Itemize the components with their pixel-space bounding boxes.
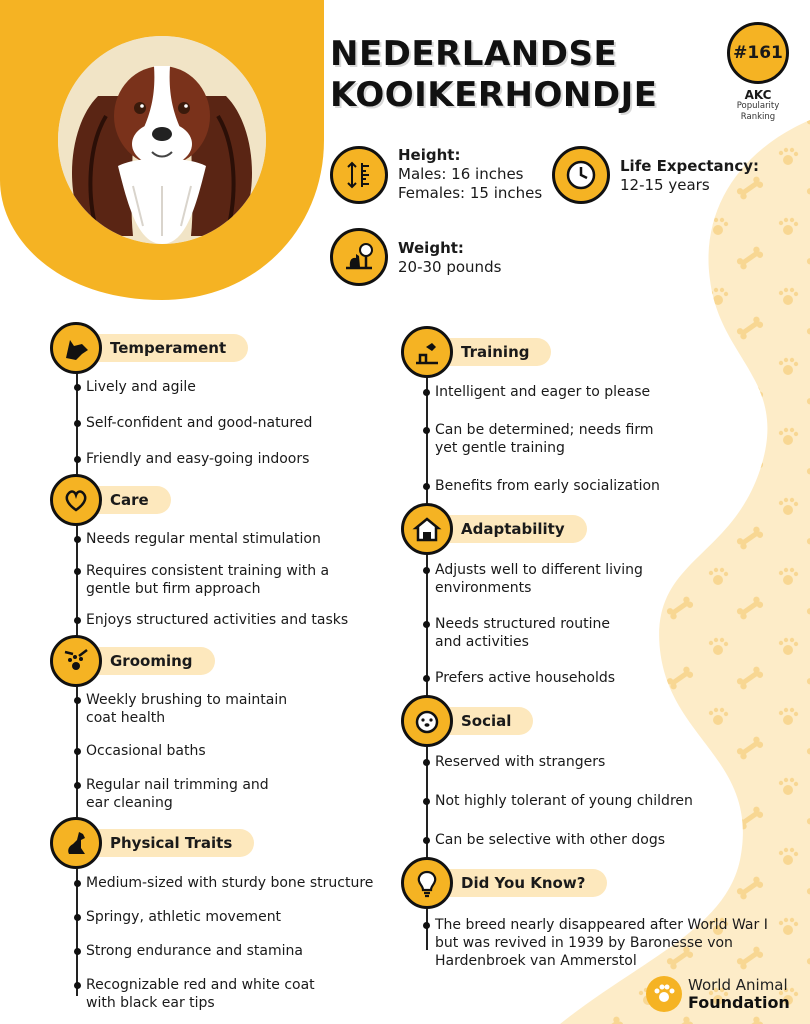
weight-label: Weight: xyxy=(398,239,464,257)
grooming-item-3: Regular nail trimming and ear cleaning xyxy=(86,776,269,812)
adaptability-item-3: Prefers active households xyxy=(435,669,615,687)
height-label: Height: xyxy=(398,146,461,164)
lightbulb-icon xyxy=(401,857,453,909)
logo-text-bottom: Foundation xyxy=(688,993,790,1012)
temperament-item-1: Lively and agile xyxy=(86,378,196,396)
grooming-item-1: Weekly brushing to maintain coat health xyxy=(86,691,287,727)
clock-icon xyxy=(552,146,610,204)
social-title: Social xyxy=(429,707,533,735)
height-ruler-icon xyxy=(330,146,388,204)
dog-head-icon xyxy=(50,322,102,374)
care-item-2: Requires consistent training with a gentle but firm approach xyxy=(86,562,329,598)
rank-sublabel-line-2: Ranking xyxy=(740,112,776,122)
adaptability-item-1: Adjusts well to different living environments xyxy=(435,561,643,597)
dog-training-icon xyxy=(401,326,453,378)
adaptability-title: Adaptability xyxy=(429,515,587,543)
world-animal-foundation-logo xyxy=(646,976,790,1012)
title-line-2: KOOIKERHONDJE xyxy=(330,75,658,115)
did-you-know-text: The breed nearly disappeared after World War I but was revived in 1939 by Baronesse von Hardenbroek van Ammerstol xyxy=(435,916,768,970)
sitting-dog-icon xyxy=(50,817,102,869)
social-item-3: Can be selective with other dogs xyxy=(435,831,665,849)
height-males: Males: 16 inches xyxy=(398,165,524,183)
title-line-1: NEDERLANDSE xyxy=(330,34,618,74)
rank-label: AKC xyxy=(744,88,772,102)
care-item-1: Needs regular mental stimulation xyxy=(86,530,321,548)
adaptability-item-2: Needs structured routine and activities xyxy=(435,615,610,651)
grooming-title: Grooming xyxy=(78,647,215,675)
social-item-1: Reserved with strangers xyxy=(435,753,605,771)
logo-text-top: World Animal xyxy=(688,976,788,994)
did-you-know-title: Did You Know? xyxy=(429,869,607,897)
dog-portrait xyxy=(58,36,266,244)
care-item-3: Enjoys structured activities and tasks xyxy=(86,611,348,629)
rank-sublabel xyxy=(712,101,804,123)
temperament-item-2: Self-confident and good-natured xyxy=(86,414,312,432)
rank-number: #161 xyxy=(733,43,783,63)
training-item-1: Intelligent and eager to please xyxy=(435,383,650,401)
training-item-2: Can be determined; needs firm yet gentle training xyxy=(435,421,654,457)
height-stat xyxy=(330,146,542,204)
grooming-item-2: Occasional baths xyxy=(86,742,206,760)
dog-house-icon xyxy=(401,503,453,555)
temperament-item-3: Friendly and easy-going indoors xyxy=(86,450,309,468)
training-title: Training xyxy=(429,338,551,366)
temperament-title: Temperament xyxy=(78,334,248,362)
weight-value: 20-30 pounds xyxy=(398,258,502,276)
paw-logo-icon xyxy=(646,976,682,1012)
physical-item-1: Medium-sized with sturdy bone structure xyxy=(86,874,373,892)
physical-item-2: Springy, athletic movement xyxy=(86,908,281,926)
breed-title xyxy=(330,34,657,116)
scale-icon xyxy=(330,228,388,286)
training-item-3: Benefits from early socialization xyxy=(435,477,660,495)
life-expectancy-stat xyxy=(552,146,759,204)
rank-badge xyxy=(727,22,789,84)
dog-illustration xyxy=(58,36,266,244)
physical-traits-title: Physical Traits xyxy=(78,829,254,857)
care-title: Care xyxy=(78,486,171,514)
heart-hand-icon xyxy=(50,474,102,526)
life-expectancy-value: 12-15 years xyxy=(620,176,710,194)
physical-item-4: Recognizable red and white coat with black ear tips xyxy=(86,976,315,1012)
life-expectancy-label: Life Expectancy: xyxy=(620,157,759,175)
social-item-2: Not highly tolerant of young children xyxy=(435,792,693,810)
dog-face-icon xyxy=(401,695,453,747)
weight-stat xyxy=(330,228,501,286)
grooming-scissors-icon xyxy=(50,635,102,687)
height-females: Females: 15 inches xyxy=(398,184,543,202)
rank-sublabel-line-1: Popularity xyxy=(736,101,780,111)
physical-item-3: Strong endurance and stamina xyxy=(86,942,303,960)
